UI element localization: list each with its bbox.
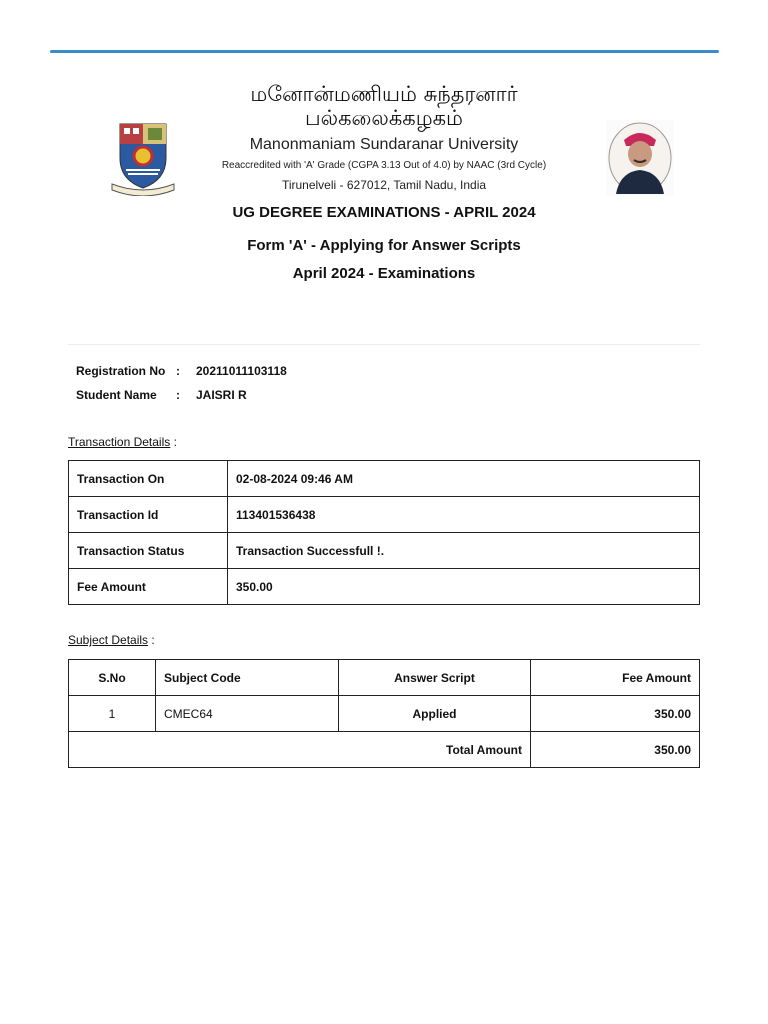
top-accent-bar bbox=[50, 50, 719, 53]
student-name-label: Student Name bbox=[76, 388, 157, 402]
header-answer-script: Answer Script bbox=[339, 660, 531, 696]
section-divider bbox=[68, 344, 700, 345]
transaction-on-label: Transaction On bbox=[69, 461, 228, 497]
registration-number: 20211011103118 bbox=[196, 364, 287, 378]
student-name-row bbox=[76, 386, 287, 404]
transaction-table bbox=[68, 460, 700, 605]
header-sno: S.No bbox=[69, 660, 156, 696]
university-name: Manonmaniam Sundaranar University bbox=[249, 136, 519, 153]
subject-table bbox=[68, 659, 700, 768]
document-header bbox=[0, 78, 768, 282]
transaction-details-label bbox=[68, 435, 177, 449]
total-amount-value: 350.00 bbox=[531, 732, 700, 768]
colon: : bbox=[176, 364, 180, 378]
cell-sno: 1 bbox=[69, 696, 156, 732]
table-row bbox=[69, 461, 700, 497]
table-header-row bbox=[69, 660, 700, 696]
form-title: Form 'A' - Applying for Answer Scripts bbox=[247, 237, 521, 254]
heading-colon: : bbox=[170, 435, 177, 449]
student-info bbox=[76, 362, 287, 410]
fee-amount-label: Fee Amount bbox=[69, 569, 228, 605]
heading-colon: : bbox=[148, 633, 155, 647]
subject-details-heading: Subject Details bbox=[68, 633, 149, 647]
student-name: JAISRI R bbox=[196, 388, 247, 402]
transaction-status-value: Transaction Successfull !. bbox=[228, 533, 700, 569]
total-amount-label: Total Amount bbox=[69, 732, 531, 768]
exam-period: April 2024 - Examinations bbox=[292, 265, 476, 282]
university-name-tamil-line2: பல்கலைக்கழகம் bbox=[305, 106, 463, 130]
subject-details-label bbox=[68, 633, 155, 647]
table-row bbox=[69, 696, 700, 732]
transaction-id-value: 113401536438 bbox=[228, 497, 700, 533]
cell-fee-amount: 350.00 bbox=[531, 696, 700, 732]
accreditation-text: Reaccredited with 'A' Grade (CGPA 3.13 Out of 4.0) by NAAC (3rd Cycle) bbox=[221, 160, 547, 171]
cell-subject-code: CMEC64 bbox=[156, 696, 339, 732]
transaction-details-heading: Transaction Details bbox=[68, 435, 171, 449]
exam-title: UG DEGREE EXAMINATIONS - APRIL 2024 bbox=[232, 204, 536, 221]
header-subject-code: Subject Code bbox=[156, 660, 339, 696]
total-row bbox=[69, 732, 700, 768]
cell-answer-script: Applied bbox=[339, 696, 531, 732]
registration-label: Registration No bbox=[76, 364, 166, 378]
transaction-id-label: Transaction Id bbox=[69, 497, 228, 533]
registration-row bbox=[76, 362, 287, 380]
university-name-tamil-line1: மனோன்மணியம் சுந்தரனார் bbox=[250, 82, 518, 106]
university-address: Tirunelveli - 627012, Tamil Nadu, India bbox=[281, 178, 487, 192]
fee-amount-value: 350.00 bbox=[228, 569, 700, 605]
table-row bbox=[69, 569, 700, 605]
transaction-status-label: Transaction Status bbox=[69, 533, 228, 569]
colon: : bbox=[176, 388, 180, 402]
header-fee-amount: Fee Amount bbox=[531, 660, 700, 696]
transaction-on-value: 02-08-2024 09:46 AM bbox=[228, 461, 700, 497]
table-row bbox=[69, 533, 700, 569]
table-row bbox=[69, 497, 700, 533]
